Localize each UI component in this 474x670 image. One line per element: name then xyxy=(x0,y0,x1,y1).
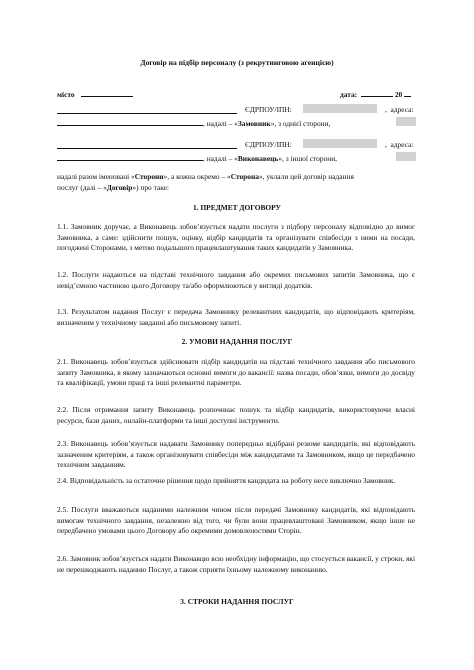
section-heading-1: 1. ПРЕДМЕТ ДОГОВОРУ xyxy=(193,203,281,212)
paragraph-1-1: 1.1. Замовник доручає, а Виконавець зобов’язується надати послуги з підбору персоналу відповідно до вимог Замовника, а саме: здійснити пошук, оцінку, відбір кандидатів та організувати співбесіди з ними на посади, погоджені Сторонами, з метою подальшого працевлаштування таких кандидатів у Замовника. xyxy=(57,222,415,253)
date-blank[interactable] xyxy=(361,88,393,97)
executor-role: Виконавець xyxy=(237,154,279,163)
city-line xyxy=(57,88,133,101)
customer-line-1 xyxy=(57,105,237,118)
joint-line-2: послуг (далі – «Договір») про таке: xyxy=(57,183,169,192)
date-label: дата: xyxy=(340,90,358,99)
city-blank[interactable] xyxy=(81,88,133,97)
customer-edrpou-label: ЄДРПОУ/ІПН: xyxy=(245,105,292,114)
executor-address-blank[interactable] xyxy=(57,152,203,161)
paragraph-2-6: 2.6. Замовник зобов’язується надати Виконавцю всю необхідну інформацію, що стосується вакансії, у строки, які не перешкоджають наданню Послуг, а також сприяти їхньому належному виконанню. xyxy=(57,554,415,574)
document-title: Договір на підбір персоналу (з рекрутинговою агенцією) xyxy=(140,58,334,67)
paragraph-2-5: 2.5. Послуги вважаються наданими належним чином після передачі Замовнику кандидатів, які відповідають вимогам технічного завдання, незалежно від того, чи були вони працевлаштовані Замовником, якщо інше не передбачено умовами цього Договору або окремими домовленостями Сторін. xyxy=(57,505,415,536)
executor-edrpou-label: ЄДРПОУ/ІПН: xyxy=(245,140,292,149)
customer-address-label: , адреса: xyxy=(385,105,414,114)
paragraph-2-4: 2.4. Відповідальність за остаточне рішення щодо прийняття кандидата на роботу несе виключно Замовник. xyxy=(57,476,396,485)
paragraph-2-3: 2.3. Виконавець зобов’язується надавати Замовнику попередньо відібрані резюме кандидатів, які відповідають зазначеним критеріям, а також організовувати співбесіди між кандидатами та Замовником, якщо це передбачено технічним завданням. xyxy=(57,439,415,470)
executor-address-label: , адреса: xyxy=(385,140,414,149)
executor-line-1 xyxy=(57,140,237,153)
paragraph-2-1: 2.1. Виконавець зобов’язується здійснювати підбір кандидатів на підставі технічного завдання або письмового запиту Замовника, в якому зазначаються основні вимоги до вакансії: назва посади, обов’язки, вимоги до досвіду та кваліфікації, умови праці та інші релевантні параметри. xyxy=(57,357,415,388)
city-label: місто xyxy=(57,90,75,99)
joint-line-1: надалі разом іменовані «Сторони», а кожна окремо – «Сторона», уклали цей договір надання xyxy=(57,172,354,181)
date-line xyxy=(340,88,411,101)
customer-edrpou-field[interactable] xyxy=(303,104,377,115)
executor-address-field[interactable] xyxy=(396,152,416,163)
section-heading-3: 3. СТРОКИ НАДАННЯ ПОСЛУГ xyxy=(180,597,294,606)
paragraph-1-3: 1.3. Результатом надання Послуг є передача Замовнику релевантних кандидатів, що відповідають критеріям, визначеним у технічному завданні або письмовому запиті. xyxy=(57,307,415,327)
year-label: 20 xyxy=(394,90,403,99)
paragraph-1-2: 1.2. Послуги надаються на підставі технічного завдання або окремих письмових запитів Замовника, що є невід’ємною частиною цього Договору та/або оформлюються у вигляді додатків. xyxy=(57,270,415,290)
paragraph-2-2: 2.2. Після отримання запиту Виконавець розпочинає пошук та відбір кандидатів, використовуючи власні ресурси, бази даних, онлайн-платформи та інші доступні інструменти. xyxy=(57,405,415,425)
customer-role: Замовник xyxy=(237,119,271,128)
customer-line-2: , надалі – «Замовник», з однієї сторони, xyxy=(57,117,330,130)
executor-edrpou-field[interactable] xyxy=(303,139,377,150)
section-heading-2: 2. УМОВИ НАДАННЯ ПОСЛУГ xyxy=(181,337,293,346)
customer-name-blank[interactable] xyxy=(57,105,237,114)
year-blank[interactable] xyxy=(404,88,411,97)
customer-address-blank[interactable] xyxy=(57,117,203,126)
executor-name-blank[interactable] xyxy=(57,140,237,149)
executor-line-2: , надалі – «Виконавець», з іншої сторони, xyxy=(57,152,337,165)
customer-address-field[interactable] xyxy=(396,117,416,128)
